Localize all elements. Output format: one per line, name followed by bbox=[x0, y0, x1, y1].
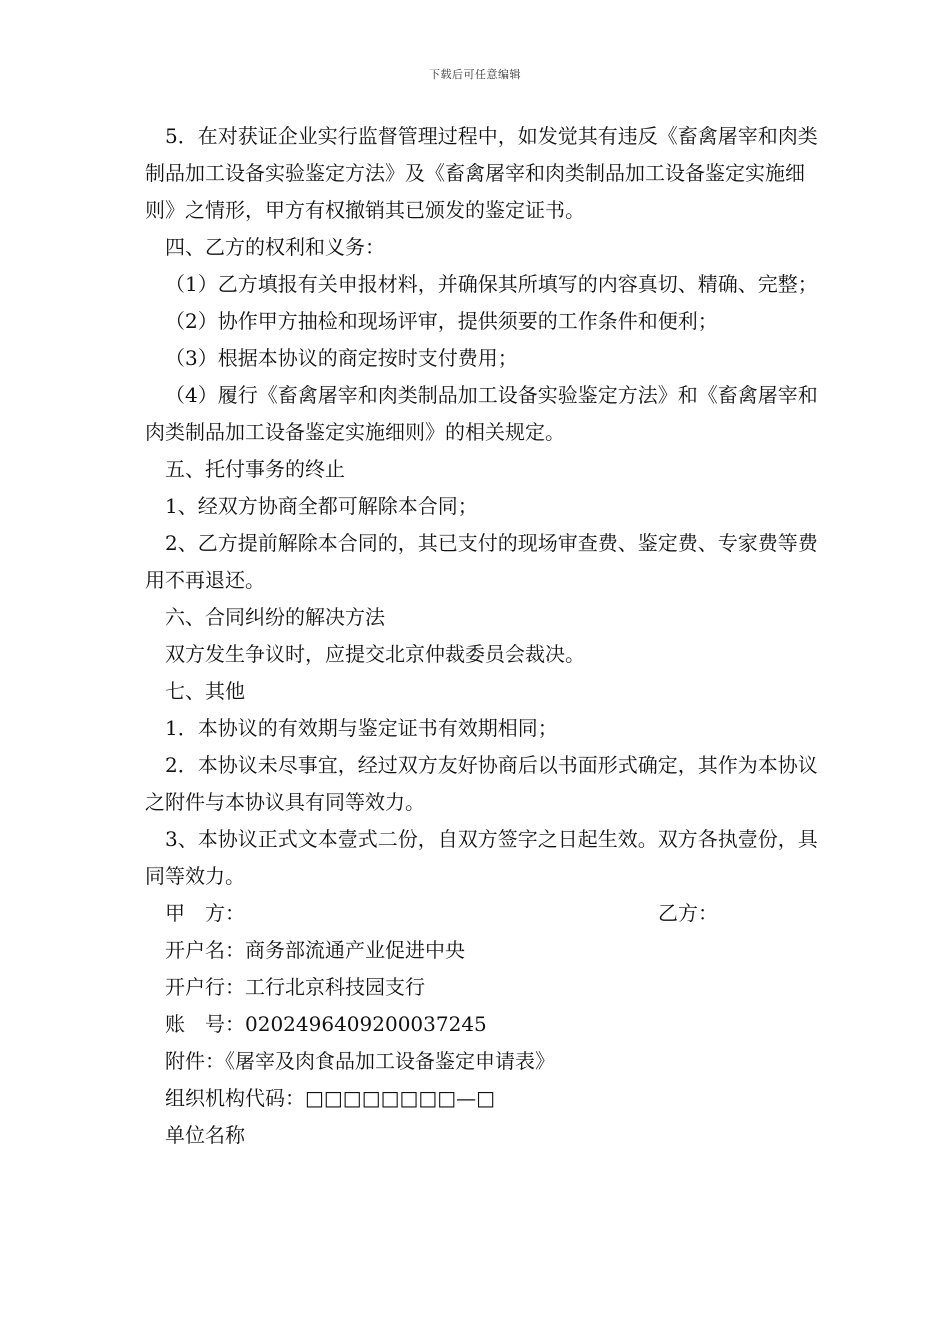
section-4-item-3: （3）根据本协议的商定按时支付费用； bbox=[165, 346, 518, 370]
document-body bbox=[145, 118, 825, 1154]
header-note: 下载后可任意编辑 bbox=[429, 68, 521, 81]
account-number: 账 号：0202496409200037245 bbox=[165, 1012, 487, 1036]
section-5-title: 五、托付事务的终止 bbox=[165, 457, 345, 481]
section-7-item-2: 2．本协议未尽事宜，经过双方友好协商后以书面形式确定，其作为本协议之附件与本协议具有同等效力。 bbox=[145, 753, 818, 814]
bank-name: 开户行：工行北京科技园支行 bbox=[165, 975, 425, 999]
section-4-item-1: （1）乙方填报有关申报材料，并确保其所填写的内容真切、精确、完整； bbox=[165, 272, 818, 296]
section-6-title: 六、合同纠纷的解决方法 bbox=[165, 605, 385, 629]
section-7-item-3: 3、本协议正式文本壹式二份，自双方签字之日起生效。双方各执壹份，具同等效力。 bbox=[145, 827, 818, 888]
party-a-label: 甲 方： bbox=[165, 901, 245, 925]
organization-code: 组织机构代码：□□□□□□□□—□ bbox=[165, 1086, 496, 1110]
section-6-item-1: 双方发生争议时，应提交北京仲裁委员会裁决。 bbox=[165, 642, 585, 666]
section-4-title: 四、乙方的权利和义务： bbox=[165, 235, 385, 259]
signature-party-line bbox=[145, 895, 825, 932]
paragraph-clause-5: 5．在对获证企业实行监督管理过程中，如发觉其有违反《畜禽屠宰和肉类制品加工设备实验鉴定方法》及《畜禽屠宰和肉类制品加工设备鉴定实施细则》之情形，甲方有权撤销其已颁发的鉴定证书。 bbox=[145, 124, 818, 222]
section-7-title: 七、其他 bbox=[165, 679, 245, 703]
section-5-item-1: 1、经双方协商全都可解除本合同； bbox=[165, 494, 478, 518]
party-b-label: 乙方： bbox=[658, 901, 718, 925]
section-4-item-2: （2）协作甲方抽检和现场评审，提供须要的工作条件和便利； bbox=[165, 309, 718, 333]
section-7-item-1: 1．本协议的有效期与鉴定证书有效期相同； bbox=[165, 716, 558, 740]
account-name: 开户名：商务部流通产业促进中央 bbox=[165, 938, 465, 962]
attachment-title: 附件：《屠宰及肉食品加工设备鉴定申请表》 bbox=[165, 1049, 555, 1073]
section-5-item-2: 2、乙方提前解除本合同的，其已支付的现场审查费、鉴定费、专家费等费用不再退还。 bbox=[145, 531, 818, 592]
unit-name-label: 单位名称 bbox=[165, 1123, 245, 1147]
section-4-item-4: （4）履行《畜禽屠宰和肉类制品加工设备实验鉴定方法》和《畜禽屠宰和肉类制品加工设备鉴定实施细则》的相关规定。 bbox=[145, 383, 818, 444]
